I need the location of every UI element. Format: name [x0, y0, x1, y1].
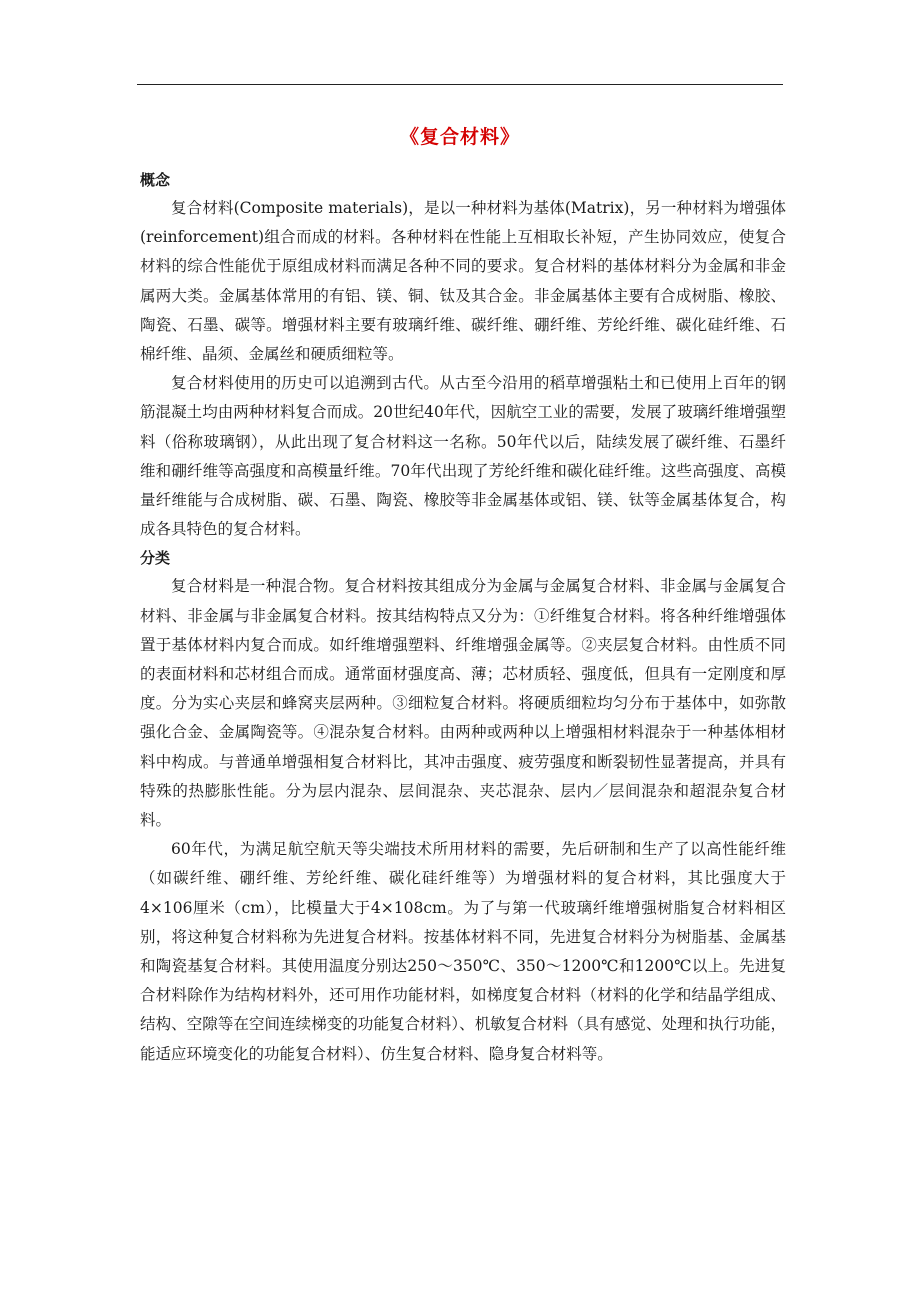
paragraph: 60年代，为满足航空航天等尖端技术所用材料的需要，先后研制和生产了以高性能纤维（如碳纤维、硼纤维、芳纶纤维、碳化硅纤维等）为增强材料的复合材料，其比强度大于4×106厘米（cm），比模量大于4×108cm。为了与第一代玻璃纤维增强树脂复合材料相区别，将这种复合材料称为先进复合材料。按基体材料不同，先进复合材料分为树脂基、金属基和陶瓷基复合材料。其使用温度分别达250～350℃、350～1200℃和1200℃以上。先进复合材料除作为结构材料外，还可用作功能材料，如梯度复合材料（材料的化学和结晶学组成、结构、空隙等在空间连续梯变的功能复合材料）、机敏复合材料（具有感觉、处理和执行功能，能适应环境变化的功能复合材料）、仿生复合材料、隐身复合材料等。 — [140, 840, 786, 1063]
paragraph: 复合材料是一种混合物。复合材料按其组成分为金属与金属复合材料、非金属与金属复合材料、非金属与非金属复合材料。按其结构特点又分为：①纤维复合材料。将各种纤维增强体置于基体材料内复合而成。如纤维增强塑料、纤维增强金属等。②夹层复合材料。由性质不同的表面材料和芯材组合而成。通常面材强度高、薄；芯材质轻、强度低，但具有一定刚度和厚度。分为实心夹层和蜂窝夹层两种。③细粒复合材料。将硬质细粒均匀分布于基体中，如弥散强化合金、金属陶瓷等。④混杂复合材料。由两种或两种以上增强相材料混杂于一种基体相材料中构成。与普通单增强相复合材料比，其冲击强度、疲劳强度和断裂韧性显著提高，并具有特殊的热膨胀性能。分为层内混杂、层间混杂、夹芯混杂、层内／层间混杂和超混杂复合材料。 — [140, 577, 786, 830]
paragraph: 复合材料使用的历史可以追溯到古代。从古至今沿用的稻草增强粘土和已使用上百年的钢筋混凝土均由两种材料复合而成。20世纪40年代，因航空工业的需要，发展了玻璃纤维增强塑料（俗称玻璃钢），从此出现了复合材料这一名称。50年代以后，陆续发展了碳纤维、石墨纤维和硼纤维等高强度和高模量纤维。70年代出现了芳纶纤维和碳化硅纤维。这些高强度、高模量纤维能与合成树脂、碳、石墨、陶瓷、橡胶等非金属基体或铝、镁、钛等金属基体复合，构成各具特色的复合材料。 — [140, 374, 786, 539]
document-title: 《复合材料》 — [399, 126, 520, 148]
document-body — [140, 166, 786, 1069]
section-heading-concept: 概念 — [140, 171, 171, 189]
paragraph: 复合材料(Composite materials)，是以一种材料为基体(Matrix)，另一种材料为增强体(reinforcement)组合而成的材料。各种材料在性能上互相取长补短，产生协同效应，使复合材料的综合性能优于原组成材料而满足各种不同的要求。复合材料的基体材料分为金属和非金属两大类。金属基体常用的有铝、镁、铜、钛及其合金。非金属基体主要有合成树脂、橡胶、陶瓷、石墨、碳等。增强材料主要有玻璃纤维、碳纤维、硼纤维、芳纶纤维、碳化硅纤维、石棉纤维、晶须、金属丝和硬质细粒等。 — [140, 199, 786, 364]
section-heading-classification: 分类 — [140, 549, 171, 568]
header-rule — [137, 84, 783, 85]
